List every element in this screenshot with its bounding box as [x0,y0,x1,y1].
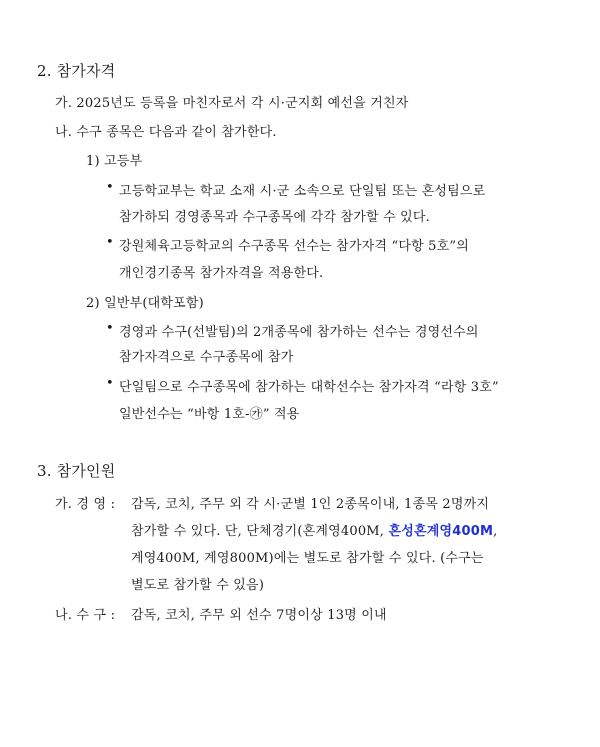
sub2-bullet1-line1: 경영과 수구(선발팀)의 2개종목에 참가하는 선수는 경영선수의 [119,325,479,340]
sub1-bullet2-line2: 개인경기종목 참가자격을 적용한다. [119,266,324,281]
section3-ga-line2 [131,520,497,539]
bullet-icon: • [106,376,114,391]
section2-item-ga: 가. 2025년도 등록을 마친자로서 각 시·군지회 예선을 거친자 [55,96,409,111]
section3-na-line1: 감독, 코치, 주무 외 선수 7명이상 13명 이내 [131,608,387,623]
sub1-bullet1-line2: 참가하되 경영종목과 수구종목에 각각 참가할 수 있다. [119,210,431,225]
sub2-bullet2-line2: 일반선수는 “바항 1호-㉮” 적용 [119,407,300,422]
section3-ga-label: 가. 경 영 : [55,497,116,512]
sub2-bullet2-line1: 단일팀으로 수구종목에 참가하는 대학선수는 참가자격 “라항 3호” [119,380,499,395]
section3-ga-line3: 계영400M, 계영800M)에는 별도로 참가할 수 있다. (수구는 [131,551,484,566]
sub2-title: 2) 일반부(대학포함) [86,296,204,311]
section3-ga-line1: 감독, 코치, 주무 외 각 시·군별 1인 2종목이내, 1종목 2명까지 [131,497,490,512]
bullet-icon: • [106,321,114,336]
section3-ga-line2-post: , [493,524,498,539]
section3-heading: 3. 참가인원 [37,462,116,480]
section3-ga-line4: 별도로 참가할 수 있음) [131,578,265,593]
bullet-icon: • [106,180,114,195]
section3-ga-line2-pre: 참가할 수 있다. 단, 단체경기(혼계영400M, [131,524,389,539]
section3-na-label: 나. 수 구 : [55,608,116,623]
section2-heading: 2. 참가자격 [37,62,116,80]
bullet-icon: • [106,235,114,250]
highlight-mixed-medley-relay: 혼성혼계영400M [388,524,494,539]
sub2-bullet1-line2: 참가자격으로 수구종목에 참가 [119,350,294,365]
sub1-bullet1-line1: 고등학교부는 학교 소재 시·군 소속으로 단일팀 또는 혼성팀으로 [119,184,486,199]
sub1-title: 1) 고등부 [86,154,143,169]
section2-item-na: 나. 수구 종목은 다음과 같이 참가한다. [55,125,277,140]
sub1-bullet2-line1: 강원체육고등학교의 수구종목 선수는 참가자격 “다항 5호”의 [119,239,470,254]
